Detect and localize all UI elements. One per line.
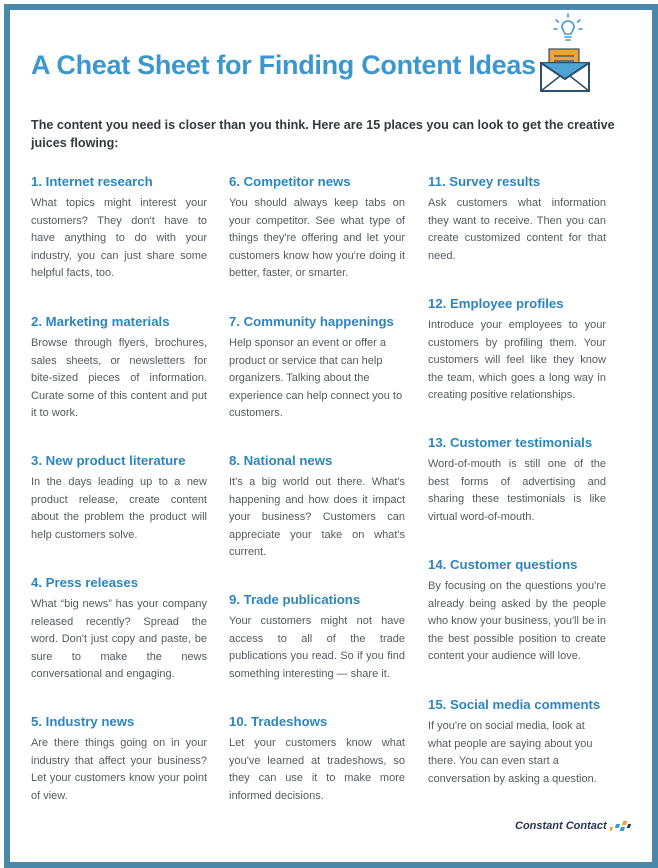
tip-heading: 13. Customer testimonials: [428, 435, 593, 450]
logo-text: Constant Contact: [515, 820, 607, 832]
tip-heading: 6. Competitor news: [229, 174, 351, 189]
tip-text: It's a big world out there. What's happening and how does it impact your business? Customers can appreciate your take on what's current.: [229, 476, 405, 559]
tip-text: By focusing on the questions you're already being asked by the people who know your business, you'll be in the best possible position to create content your audience will love.: [428, 580, 606, 663]
tip-item: [428, 296, 606, 405]
logo-mark-icon: [610, 819, 632, 833]
page-title: A Cheat Sheet for Finding Content Ideas: [31, 50, 536, 80]
tip-text: You should always keep tabs on your competitor. See what type of things they're offering and let your customers know how you're doing it better, faster, or smarter.: [229, 197, 405, 280]
tip-text: Your customers might not have access to all of the trade publications you read. So if you find something interesting — share it.: [229, 615, 405, 680]
tip-text: Ask customers what information they want to receive. Then you can create customized content for that need.: [428, 197, 606, 262]
tip-heading: 4. Press releases: [31, 575, 139, 590]
tip-item: [229, 592, 405, 683]
tip-text: Introduce your employees to your customers by profiling them. Your customers will feel like they know the team, which goes a long way in creating positive relationships.: [428, 319, 606, 402]
tip-heading: 14. Customer questions: [428, 557, 578, 572]
intro-text: The content you need is closer than you think. Here are 15 places you can look to get the creative juices flowing:: [31, 118, 615, 150]
tip-item: [31, 453, 207, 544]
tip-text: What “big news” has your company released recently? Spread the word. Don't just copy and paste, be sure to make the news conversational and engaging.: [31, 598, 207, 681]
tip-heading: 5. Industry news: [31, 714, 135, 729]
tip-heading: 9. Trade publications: [229, 592, 361, 607]
tip-heading: 11. Survey results: [428, 174, 541, 189]
tip-text: If you're on social media, look at what people are saying about you there. You can even start a conversation by asking a question.: [428, 720, 597, 785]
tip-text: Let your customers know what you've learned at tradeshows, so they can use it to make more informed decisions.: [229, 737, 405, 802]
tip-item: [428, 435, 606, 526]
tip-item: [428, 557, 606, 666]
tip-text: Browse through flyers, brochures, sales sheets, or newsletters for bite-sized pieces of information. Curate some of this content and put it to work.: [31, 337, 207, 420]
tip-heading: 2. Marketing materials: [31, 314, 170, 329]
tip-item: [229, 174, 405, 283]
tip-heading: 8. National news: [229, 453, 333, 468]
tip-heading: 15. Social media comments: [428, 697, 601, 712]
tip-item: [31, 575, 207, 684]
tip-heading: 7. Community happenings: [229, 314, 394, 329]
tip-item: [428, 697, 606, 788]
tip-heading: 3. New product literature: [31, 453, 186, 468]
tip-heading: 10. Tradeshows: [229, 714, 328, 729]
tip-item: [428, 174, 606, 265]
lightbulb-icon: [548, 12, 588, 48]
tip-item: [31, 714, 207, 805]
tip-text: Are there things going on in your industry that affect your business? Let your customers know your point of view.: [31, 737, 207, 802]
tip-text: In the days leading up to a new product release, create content about the problem the product will help customers solve.: [31, 476, 207, 541]
tip-text: What topics might interest your customers? They don't have to have anything to do with your industry, you can just share some helpful facts, too.: [31, 197, 207, 280]
tip-item: [31, 174, 207, 283]
tip-item: [31, 314, 207, 423]
tip-item: [229, 714, 405, 805]
constant-contact-logo: [515, 819, 632, 833]
tip-text: Word-of-mouth is still one of the best forms of advertising and sharing these testimonials is like virtual word-of-mouth.: [428, 458, 606, 523]
tip-item: [229, 314, 405, 423]
tip-text: Help sponsor an event or offer a product or service that can help organizers. Talking about the experience can help connect you to customers.: [229, 337, 403, 420]
envelope-icon: [538, 45, 592, 93]
tip-heading: 12. Employee profiles: [428, 296, 564, 311]
tip-item: [229, 453, 405, 562]
tip-heading: 1. Internet research: [31, 174, 153, 189]
